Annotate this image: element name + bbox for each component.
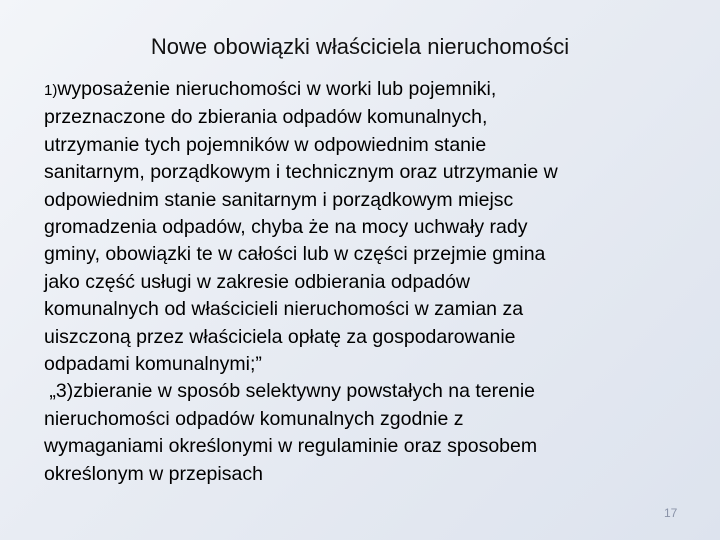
item1-line-2: przeznaczone do zbierania odpadów komunalnych,	[44, 106, 488, 129]
slide-body	[44, 76, 716, 488]
item1-line-8: jako część usługi w zakresie odbierania odpadów	[44, 270, 470, 293]
item1-line-1	[44, 76, 716, 104]
item1-line-4: sanitarnym, porządkowym i technicznym oraz utrzymanie w	[44, 161, 558, 184]
item1-line-10: uiszczoną przez właściciela opłatę za gospodarowanie	[44, 325, 516, 348]
item1-line-5: odpowiednim stanie sanitarnym i porządkowym miejsc	[44, 188, 514, 211]
item3-line-2: nieruchomości odpadów komunalnych zgodnie z	[44, 407, 464, 430]
slide-title: Nowe obowiązki właściciela nieruchomości	[150, 34, 570, 59]
item1-number: 1)	[44, 82, 58, 99]
item1-line-6: gromadzenia odpadów, chyba że na mocy uchwały rady	[44, 216, 528, 239]
item3-line-1: „3)zbieranie w sposób selektywny powstałych na terenie	[44, 380, 535, 403]
item1-line-11: odpadami komunalnymi;”	[44, 353, 262, 376]
item1-line-1-text: wyposażenie nieruchomości w worki lub pojemniki,	[57, 78, 497, 100]
item1-line-9: komunalnych od właścicieli nieruchomości w zamian za	[44, 298, 524, 321]
item3-line-3: wymaganiami określonymi w regulaminie oraz sposobem	[44, 435, 538, 458]
item1-line-7: gminy, obowiązki te w całości lub w części przejmie gmina	[44, 243, 546, 266]
item1-line-3: utrzymanie tych pojemników w odpowiednim stanie	[44, 133, 487, 156]
page-number: 17	[664, 506, 678, 520]
item3-line-4: określonym w przepisach	[44, 462, 263, 485]
